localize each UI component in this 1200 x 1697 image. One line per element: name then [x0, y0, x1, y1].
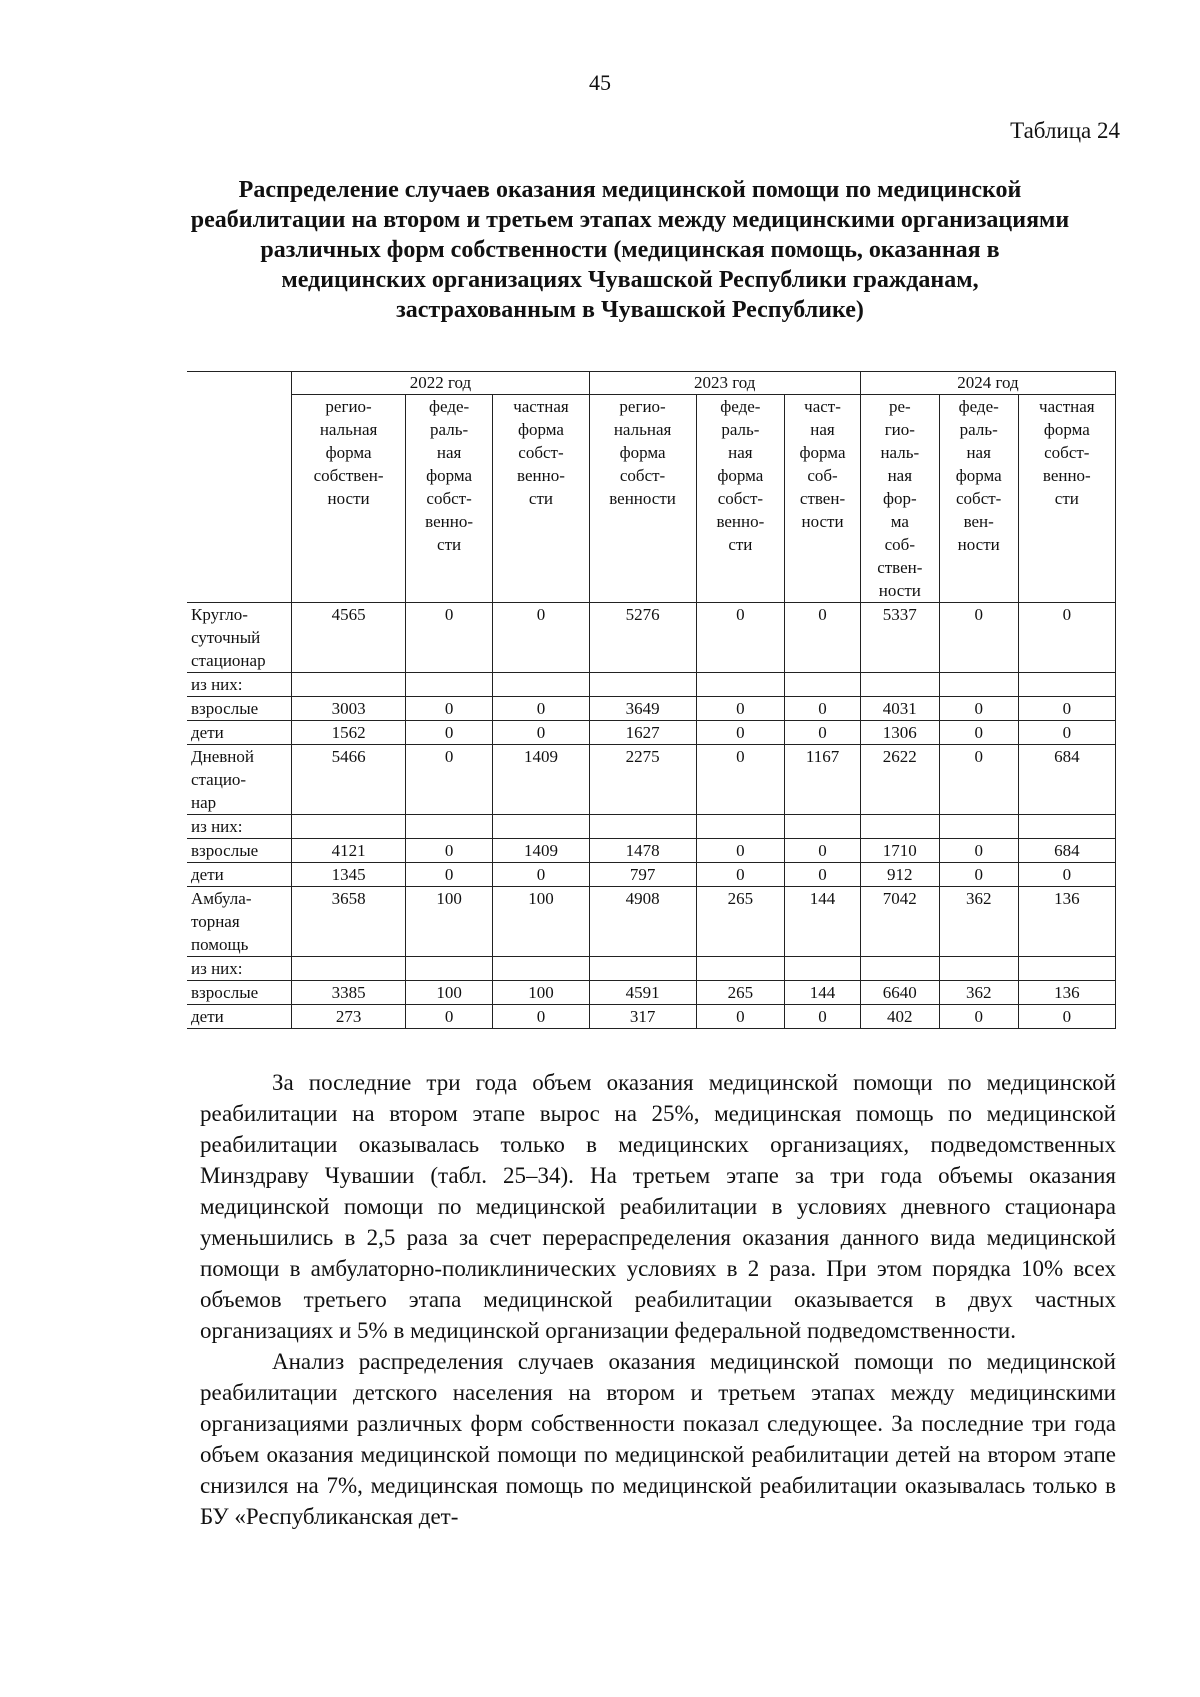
table-cell: 265 — [696, 887, 785, 957]
table-cell — [696, 815, 785, 839]
cell-line: ствен- — [799, 489, 846, 508]
table-cell — [292, 957, 405, 981]
table-cell — [1018, 815, 1115, 839]
paragraph: За последние три года объем оказания медицинской помощи по медицинской реабилитации на втором этапе вырос на 25%, медицинская помощь по медицинской реабилитации оказывалась только в медицинских организациях, подведомственных Минздраву Чувашии (табл. 25–34). На третьем этапе за три года объемы оказания медицинской помощи по медицинской реабилитации в условиях дневного стационара уменьшились в 2,5 раза за счет перераспределения оказания данного вида медицинской помощи в амбулаторно-поликлинических условиях в 2 раза. При этом порядка 10% всех объемов третьего этапа медицинской реабилитации оказывается в двух частных организациях и 5% в медицинской организации федеральной подведомственности. — [200, 1070, 1116, 1343]
table-cell: 0 — [1018, 721, 1115, 745]
cell-line: венности — [609, 489, 676, 508]
year-header: 2022 год — [292, 372, 589, 395]
table-cell: 0 — [785, 863, 861, 887]
cell-line: ствен- — [877, 558, 923, 577]
subheader-row — [187, 395, 1116, 603]
table-cell — [292, 815, 405, 839]
year-header: 2024 год — [860, 372, 1115, 395]
table-cell: 362 — [939, 887, 1018, 957]
table-cell: 1409 — [493, 839, 589, 863]
table-cell — [939, 957, 1018, 981]
table-cell — [1018, 957, 1115, 981]
table-row — [187, 1005, 1116, 1029]
table-cell: 0 — [405, 839, 493, 863]
cell-line: феде- — [720, 397, 761, 416]
table-cell: 3649 — [589, 697, 696, 721]
table-cell: 0 — [939, 1005, 1018, 1029]
table-cell: 1562 — [292, 721, 405, 745]
table-cell: 265 — [696, 981, 785, 1005]
cell-line: дети — [191, 1007, 224, 1026]
cell-line: ная — [728, 443, 753, 462]
table-row — [187, 697, 1116, 721]
cell-line: сти — [528, 489, 553, 508]
year-header-row — [187, 372, 1116, 395]
cell-line: собст- — [1044, 443, 1090, 462]
cell-line: ре- — [888, 397, 911, 416]
cell-line: Дневной — [191, 747, 254, 766]
table-cell: 0 — [493, 863, 589, 887]
table-cell — [785, 957, 861, 981]
cell-line: ная — [887, 466, 913, 485]
column-header — [292, 395, 405, 603]
table-cell: 0 — [696, 603, 785, 673]
cell-line: нальная — [613, 420, 672, 439]
table-row — [187, 863, 1116, 887]
body-text — [200, 1067, 1116, 1532]
table-cell: 0 — [493, 603, 589, 673]
row-label — [187, 981, 292, 1005]
column-header — [405, 395, 493, 603]
table-cell — [939, 815, 1018, 839]
row-label — [187, 697, 292, 721]
cell-line: венно- — [517, 466, 565, 485]
table-cell — [493, 815, 589, 839]
cell-line: собст- — [518, 443, 564, 462]
cell-line: регио- — [325, 397, 372, 416]
cell-line: венно- — [425, 512, 473, 531]
table-cell: 0 — [696, 839, 785, 863]
cell-line: Амбула- — [191, 889, 252, 908]
cell-line: стационар — [191, 651, 266, 670]
cell-line: раль- — [959, 420, 998, 439]
table-cell: 100 — [493, 887, 589, 957]
cell-line: ности — [957, 535, 1000, 554]
table-cell: 4565 — [292, 603, 405, 673]
table-cell: 0 — [493, 1005, 589, 1029]
column-header — [493, 395, 589, 603]
table-cell: 0 — [405, 721, 493, 745]
table-row — [187, 887, 1116, 957]
cell-line: форма — [717, 466, 764, 485]
table-cell — [785, 673, 861, 697]
table-cell: 0 — [939, 839, 1018, 863]
cell-line: форма — [955, 466, 1002, 485]
table-cell: 100 — [405, 887, 493, 957]
row-label — [187, 887, 292, 957]
table-cell: 402 — [860, 1005, 939, 1029]
table-cell — [493, 957, 589, 981]
cell-line: наль- — [880, 443, 920, 462]
cell-line: торная — [191, 912, 240, 931]
cell-line: Кругло- — [191, 605, 248, 624]
table-cell: 0 — [405, 603, 493, 673]
cell-line: част- — [804, 397, 841, 416]
table-cell: 4031 — [860, 697, 939, 721]
page-number: 45 — [589, 70, 611, 95]
cell-line: ности — [801, 512, 844, 531]
table-cell: 0 — [696, 1005, 785, 1029]
cell-line: нар — [191, 793, 217, 812]
cell-line: сти — [1054, 489, 1079, 508]
table-cell: 1167 — [785, 745, 861, 815]
table-cell: 144 — [785, 981, 861, 1005]
cell-line: нальная — [319, 420, 378, 439]
cell-line: собст- — [619, 466, 666, 485]
table-cell: 0 — [696, 697, 785, 721]
cell-line: собст- — [717, 489, 764, 508]
cell-line: форма — [517, 420, 564, 439]
table-cell: 684 — [1018, 839, 1115, 863]
cell-line: дети — [191, 865, 224, 884]
table-cell: 0 — [696, 721, 785, 745]
table-cell: 0 — [405, 745, 493, 815]
cell-line: собст- — [426, 489, 472, 508]
table-cell: 0 — [405, 863, 493, 887]
table-cell — [1018, 673, 1115, 697]
row-label — [187, 745, 292, 815]
cell-line: из них: — [191, 959, 243, 978]
table-cell: 100 — [493, 981, 589, 1005]
table-row — [187, 981, 1116, 1005]
table-cell: 0 — [785, 839, 861, 863]
cell-line: форма — [619, 443, 666, 462]
row-label — [187, 863, 292, 887]
cell-line: соб- — [807, 466, 838, 485]
table-cell: 0 — [939, 745, 1018, 815]
paragraph: Анализ распределения случаев оказания медицинской помощи по медицинской реабилитации детского населения на втором и третьем этапах между медицинскими организациями различных форм собственности показал следующее. За последние три года объем оказания медицинской помощи по медицинской реабилитации детей на втором этапе снизился на 7%, медицинская помощь по медицинской реабилитации оказывалась только в БУ «Республиканская дет- — [200, 1349, 1116, 1529]
table-cell: 1710 — [860, 839, 939, 863]
table-cell — [860, 815, 939, 839]
cell-line: ная — [436, 443, 462, 462]
table-cell: 6640 — [860, 981, 939, 1005]
table-cell: 136 — [1018, 981, 1115, 1005]
cell-line: фор- — [882, 489, 917, 508]
table-cell: 362 — [939, 981, 1018, 1005]
cell-line: раль- — [721, 420, 760, 439]
table-cell: 3003 — [292, 697, 405, 721]
column-header — [860, 395, 939, 603]
cell-line: из них: — [191, 817, 243, 836]
table-cell: 0 — [493, 721, 589, 745]
cell-line: ности — [327, 489, 370, 508]
table-cell: 797 — [589, 863, 696, 887]
table-cell: 1409 — [493, 745, 589, 815]
table-cell: 144 — [785, 887, 861, 957]
table-cell — [292, 673, 405, 697]
table-cell: 0 — [939, 863, 1018, 887]
table-cell: 136 — [1018, 887, 1115, 957]
row-label — [187, 839, 292, 863]
cell-line: взрослые — [191, 699, 259, 718]
table-cell: 0 — [696, 863, 785, 887]
cell-line: сти — [728, 535, 753, 554]
table-cell: 3385 — [292, 981, 405, 1005]
table-cell: 0 — [939, 721, 1018, 745]
cell-line: сти — [437, 535, 462, 554]
row-label — [187, 603, 292, 673]
cell-line: вен- — [963, 512, 994, 531]
cell-line: дети — [191, 723, 224, 742]
row-label — [187, 815, 292, 839]
table-cell: 2622 — [860, 745, 939, 815]
cell-line: регио- — [619, 397, 666, 416]
table-cell — [785, 815, 861, 839]
table-cell: 2275 — [589, 745, 696, 815]
cell-line: форма — [799, 443, 846, 462]
table-row — [187, 957, 1116, 981]
table-cell: 273 — [292, 1005, 405, 1029]
table-cell: 0 — [939, 603, 1018, 673]
cell-line: частная — [1039, 397, 1095, 416]
cell-line: взрослые — [191, 983, 259, 1002]
row-label — [187, 1005, 292, 1029]
table-cell: 317 — [589, 1005, 696, 1029]
year-header: 2023 год — [589, 372, 860, 395]
cell-line: частная — [513, 397, 569, 416]
cell-line: собствен- — [313, 466, 384, 485]
cell-line: ная — [966, 443, 991, 462]
table-cell — [939, 673, 1018, 697]
cell-line: форма — [325, 443, 372, 462]
table-body — [187, 372, 1116, 1029]
table-cell: 4908 — [589, 887, 696, 957]
cell-line: помощь — [191, 935, 249, 954]
table-cell: 0 — [493, 697, 589, 721]
table-cell — [405, 815, 493, 839]
table-cell: 0 — [785, 721, 861, 745]
table-cell — [696, 673, 785, 697]
table-cell: 0 — [1018, 1005, 1115, 1029]
table-cell — [589, 673, 696, 697]
table-cell: 1478 — [589, 839, 696, 863]
table-cell: 0 — [1018, 863, 1115, 887]
table-cell — [860, 957, 939, 981]
table-cell: 5276 — [589, 603, 696, 673]
column-header — [589, 395, 696, 603]
table-cell — [405, 957, 493, 981]
table-cell: 0 — [405, 1005, 493, 1029]
table-cell: 1306 — [860, 721, 939, 745]
table-cell — [405, 673, 493, 697]
table-cell: 4591 — [589, 981, 696, 1005]
cell-line: ма — [890, 512, 909, 531]
column-header — [939, 395, 1018, 603]
table-cell — [589, 957, 696, 981]
cell-line: из них: — [191, 675, 243, 694]
cell-line: взрослые — [191, 841, 259, 860]
column-header — [1018, 395, 1115, 603]
table-row — [187, 673, 1116, 697]
table-cell: 912 — [860, 863, 939, 887]
table-cell: 5337 — [860, 603, 939, 673]
table-cell: 0 — [1018, 697, 1115, 721]
cell-line: соб- — [884, 535, 915, 554]
table-cell: 4121 — [292, 839, 405, 863]
table-row — [187, 721, 1116, 745]
table-row — [187, 815, 1116, 839]
cell-line: форма — [1043, 420, 1090, 439]
data-table — [187, 371, 1116, 1029]
column-header — [696, 395, 785, 603]
table-row — [187, 839, 1116, 863]
table-title: Распределение случаев оказания медицинской помощи по медицинской реабилитации на втором и третьем этапах между медицинскими организациями различных форм собственности (медицинская помощь, оказанная в медицинских организациях Чувашской Республики гражданам, застрахованным в Чувашской Республике) — [190, 177, 1070, 323]
cell-line: стацио- — [191, 770, 247, 789]
cell-line: ная — [810, 420, 835, 439]
header-corner — [187, 372, 292, 603]
table-cell: 3658 — [292, 887, 405, 957]
table-row — [187, 745, 1116, 815]
row-label — [187, 957, 292, 981]
table-cell: 5466 — [292, 745, 405, 815]
cell-line: раль- — [430, 420, 469, 439]
table-cell: 0 — [696, 745, 785, 815]
table-cell: 0 — [785, 697, 861, 721]
table-cell: 0 — [785, 1005, 861, 1029]
table-cell — [589, 815, 696, 839]
cell-line: собст- — [956, 489, 1002, 508]
table-cell — [493, 673, 589, 697]
cell-line: суточный — [191, 628, 261, 647]
row-label — [187, 673, 292, 697]
table-cell — [860, 673, 939, 697]
table-cell: 7042 — [860, 887, 939, 957]
cell-line: ности — [878, 581, 921, 600]
row-label — [187, 721, 292, 745]
cell-line: венно- — [716, 512, 765, 531]
cell-line: феде- — [958, 397, 999, 416]
table-cell: 100 — [405, 981, 493, 1005]
cell-line: венно- — [1042, 466, 1091, 485]
table-row — [187, 603, 1116, 673]
cell-line: форма — [426, 466, 473, 485]
table-cell: 684 — [1018, 745, 1115, 815]
table-cell: 1627 — [589, 721, 696, 745]
table-cell: 0 — [785, 603, 861, 673]
table-cell: 0 — [1018, 603, 1115, 673]
column-header — [785, 395, 861, 603]
table-cell — [696, 957, 785, 981]
table-label: Таблица 24 — [1010, 118, 1120, 143]
cell-line: гио- — [884, 420, 915, 439]
table-cell: 0 — [939, 697, 1018, 721]
table-cell: 0 — [405, 697, 493, 721]
table-cell: 1345 — [292, 863, 405, 887]
cell-line: феде- — [428, 397, 470, 416]
